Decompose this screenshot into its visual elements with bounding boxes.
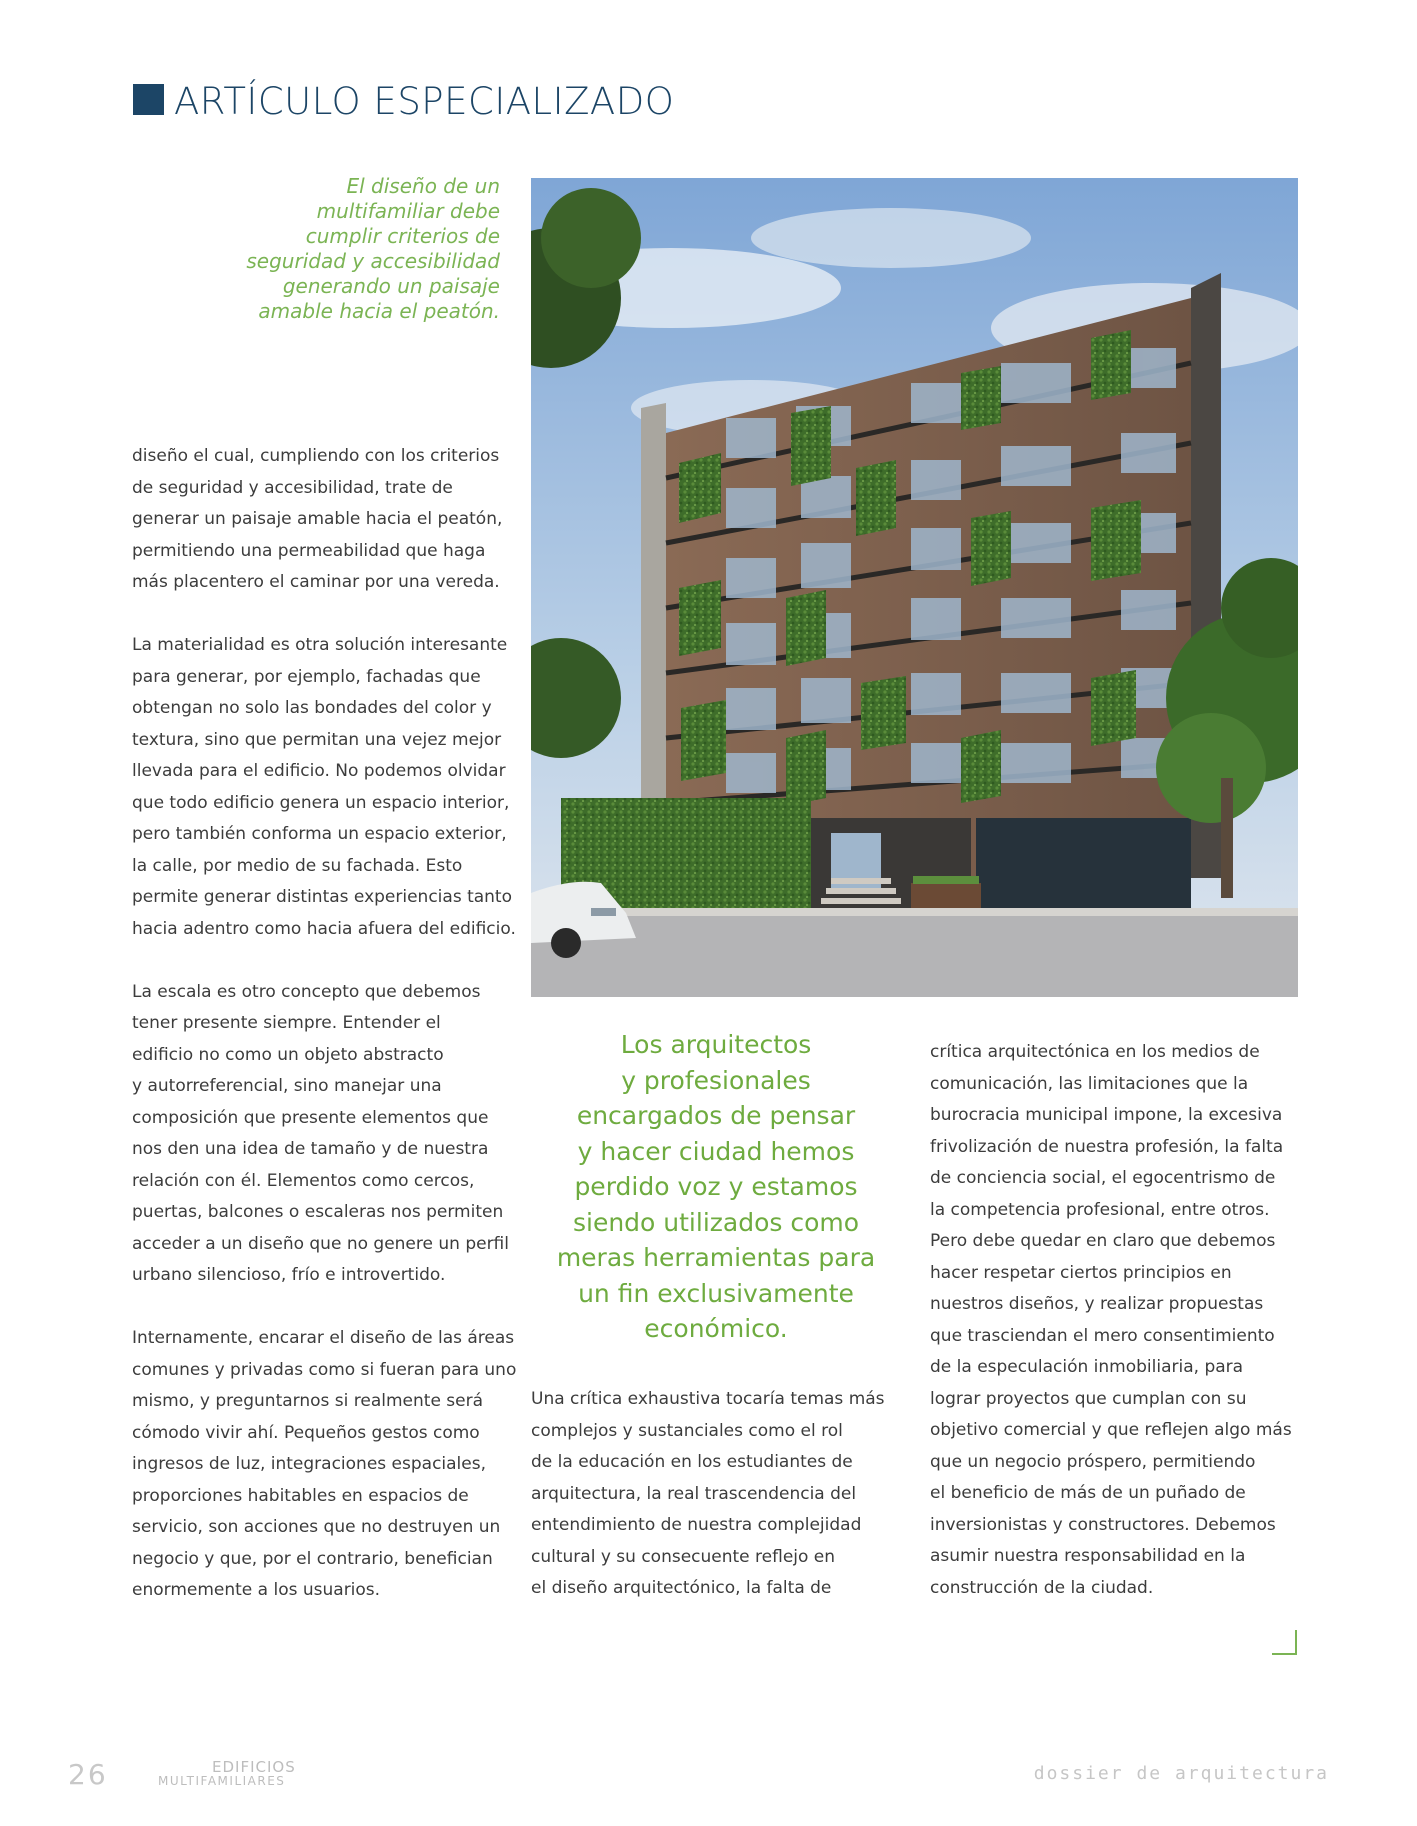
text-line: relación con él. Elementos como cercos, bbox=[132, 1170, 475, 1191]
text-line: y autorreferencial, sino manejar una bbox=[132, 1076, 442, 1096]
paragraph bbox=[132, 441, 512, 599]
paragraph bbox=[132, 1323, 517, 1607]
pull-quote-line: un fin exclusivamente bbox=[578, 1278, 854, 1308]
pull-quote-line: y profesionales bbox=[621, 1065, 811, 1095]
pull-quote-line: siendo utilizados como bbox=[572, 1207, 860, 1237]
pull-quote-line: amable hacia el peatón. bbox=[258, 299, 500, 323]
text-line: La escala es otro concepto que debemos bbox=[132, 981, 481, 1002]
section-title: ARTÍCULO ESPECIALIZADO bbox=[174, 80, 675, 123]
text-line: Pero debe quedar en claro que debemos bbox=[930, 1231, 1276, 1251]
footer-section-name: dossier de arquitectura bbox=[1033, 1763, 1329, 1784]
text-line: mismo, y preguntarnos si realmente será bbox=[132, 1391, 484, 1411]
text-line: lograr proyectos que cumplan con su bbox=[930, 1388, 1247, 1409]
right-column bbox=[930, 1037, 1300, 1604]
text-line: urbano silencioso, frío e introvertido. bbox=[132, 1265, 446, 1285]
text-line: la competencia profesional, entre otros. bbox=[930, 1199, 1270, 1220]
text-line: construcción de la ciudad. bbox=[930, 1577, 1154, 1598]
text-line: tener presente siempre. Entender el bbox=[132, 1013, 441, 1033]
text-line: ingresos de luz, integraciones espaciales, bbox=[132, 1454, 487, 1474]
text-line: nos den una idea de tamaño y de nuestra bbox=[132, 1139, 489, 1159]
text-line: La materialidad es otra solución interesante bbox=[132, 635, 508, 655]
text-line: que un negocio próspero, permitiendo bbox=[930, 1451, 1256, 1472]
text-line: de la educación en los estudiantes de bbox=[531, 1452, 853, 1472]
text-line: hacer respetar ciertos principios en bbox=[930, 1262, 1232, 1283]
section-marker-square bbox=[133, 84, 164, 115]
publication-logo-top: EDIFICIOS bbox=[212, 1758, 296, 1776]
text-line: que trasciendan el mero consentimiento bbox=[930, 1325, 1275, 1346]
text-line: de seguridad y accesibilidad, trate de bbox=[132, 477, 453, 498]
pull-quote-line: generando un paisaje bbox=[282, 274, 500, 298]
text-line: puertas, balcones o escaleras nos permiten bbox=[132, 1202, 504, 1222]
pull-quote-center bbox=[531, 1027, 901, 1347]
text-line: frivolización de nuestra profesión, la falta bbox=[930, 1136, 1284, 1157]
text-line: permite generar distintas experiencias tanto bbox=[132, 887, 513, 907]
middle-column bbox=[531, 1384, 901, 1605]
pull-quote-line: meras herramientas para bbox=[556, 1243, 876, 1272]
pull-quote-line: económico. bbox=[644, 1314, 788, 1343]
publication-logo-bottom: MULTIFAMILIARES bbox=[158, 1774, 286, 1788]
pull-quote-line: perdido voz y estamos bbox=[574, 1172, 858, 1201]
text-line: la calle, por medio de su fachada. Esto bbox=[132, 855, 463, 876]
text-line: proporciones habitables en espacios de bbox=[132, 1485, 469, 1506]
text-line: el diseño arquitectónico, la falta de bbox=[531, 1578, 832, 1598]
left-column bbox=[132, 441, 517, 1638]
pull-quote-line: y hacer ciudad hemos bbox=[577, 1136, 855, 1166]
text-line: de la especulación inmobiliaria, para bbox=[930, 1357, 1244, 1377]
text-line: Internamente, encarar el diseño de las áreas bbox=[132, 1328, 515, 1348]
text-line: textura, sino que permitan una vejez mejor bbox=[132, 729, 502, 750]
text-line: composición que presente elementos que bbox=[132, 1107, 489, 1128]
text-line: edificio no como un objeto abstracto bbox=[132, 1044, 444, 1065]
text-line: servicio, son acciones que no destruyen un bbox=[132, 1517, 501, 1537]
text-line: nuestros diseños, y realizar propuestas bbox=[930, 1294, 1264, 1314]
text-line: cómodo vivir ahí. Pequeños gestos como bbox=[132, 1422, 480, 1443]
pull-quote-line: El diseño de un bbox=[346, 174, 500, 198]
text-line: objetivo comercial y que reflejen algo más bbox=[930, 1420, 1292, 1440]
text-line: para generar, por ejemplo, fachadas que bbox=[132, 666, 481, 687]
text-line: acceder a un diseño que no genere un perfil bbox=[132, 1233, 509, 1254]
pull-quote-line: Los arquitectos bbox=[620, 1030, 812, 1059]
text-line: generar un paisaje amable hacia el peatón, bbox=[132, 509, 503, 529]
text-line: más placentero el caminar por una vereda. bbox=[132, 572, 500, 592]
text-line: comunicación, las limitaciones que la bbox=[930, 1073, 1249, 1094]
text-line: diseño el cual, cumpliendo con los criterios bbox=[132, 446, 500, 466]
text-line: de conciencia social, el egocentrismo de bbox=[930, 1168, 1276, 1188]
text-line: burocracia municipal impone, la excesiva bbox=[930, 1105, 1283, 1125]
paragraph bbox=[132, 977, 512, 1292]
pull-quote-line: seguridad y accesibilidad bbox=[246, 249, 500, 273]
pull-quote-top bbox=[160, 174, 500, 324]
page-number: 26 bbox=[68, 1758, 108, 1791]
article-end-mark bbox=[1272, 1630, 1297, 1655]
text-line: negocio y que, por el contrario, benefician bbox=[132, 1548, 493, 1569]
paragraph bbox=[132, 630, 516, 945]
text-line: inversionistas y constructores. Debemos bbox=[930, 1514, 1276, 1535]
text-line: el beneficio de más de un puñado de bbox=[930, 1483, 1246, 1503]
text-line: crítica arquitectónica en los medios de bbox=[930, 1042, 1260, 1062]
text-line: comunes y privadas como si fueran para uno bbox=[132, 1359, 517, 1380]
text-line: Una crítica exhaustiva tocaría temas más bbox=[531, 1389, 885, 1409]
building-rendering-image bbox=[531, 178, 1298, 997]
text-line: permitiendo una permeabilidad que haga bbox=[132, 540, 486, 561]
text-line: entendimiento de nuestra complejidad bbox=[531, 1515, 862, 1535]
text-line: arquitectura, la real trascendencia del bbox=[531, 1483, 857, 1504]
pull-quote-line: cumplir criterios de bbox=[305, 224, 500, 248]
text-line: hacia adentro como hacia afuera del edificio. bbox=[132, 918, 516, 939]
text-line: asumir nuestra responsabilidad en la bbox=[930, 1546, 1246, 1566]
pull-quote-line: multifamiliar debe bbox=[316, 199, 500, 223]
text-line: obtengan no solo las bondades del color y bbox=[132, 698, 492, 718]
text-line: que todo edificio genera un espacio interior, bbox=[132, 792, 510, 813]
text-line: llevada para el edificio. No podemos olvidar bbox=[132, 761, 506, 781]
text-line: enormemente a los usuarios. bbox=[132, 1580, 381, 1600]
text-line: complejos y sustanciales como el rol bbox=[531, 1420, 843, 1441]
text-line: pero también conforma un espacio exterior, bbox=[132, 824, 507, 844]
text-line: cultural y su consecuente reflejo en bbox=[531, 1546, 836, 1567]
pull-quote-line: encargados de pensar bbox=[576, 1101, 856, 1130]
